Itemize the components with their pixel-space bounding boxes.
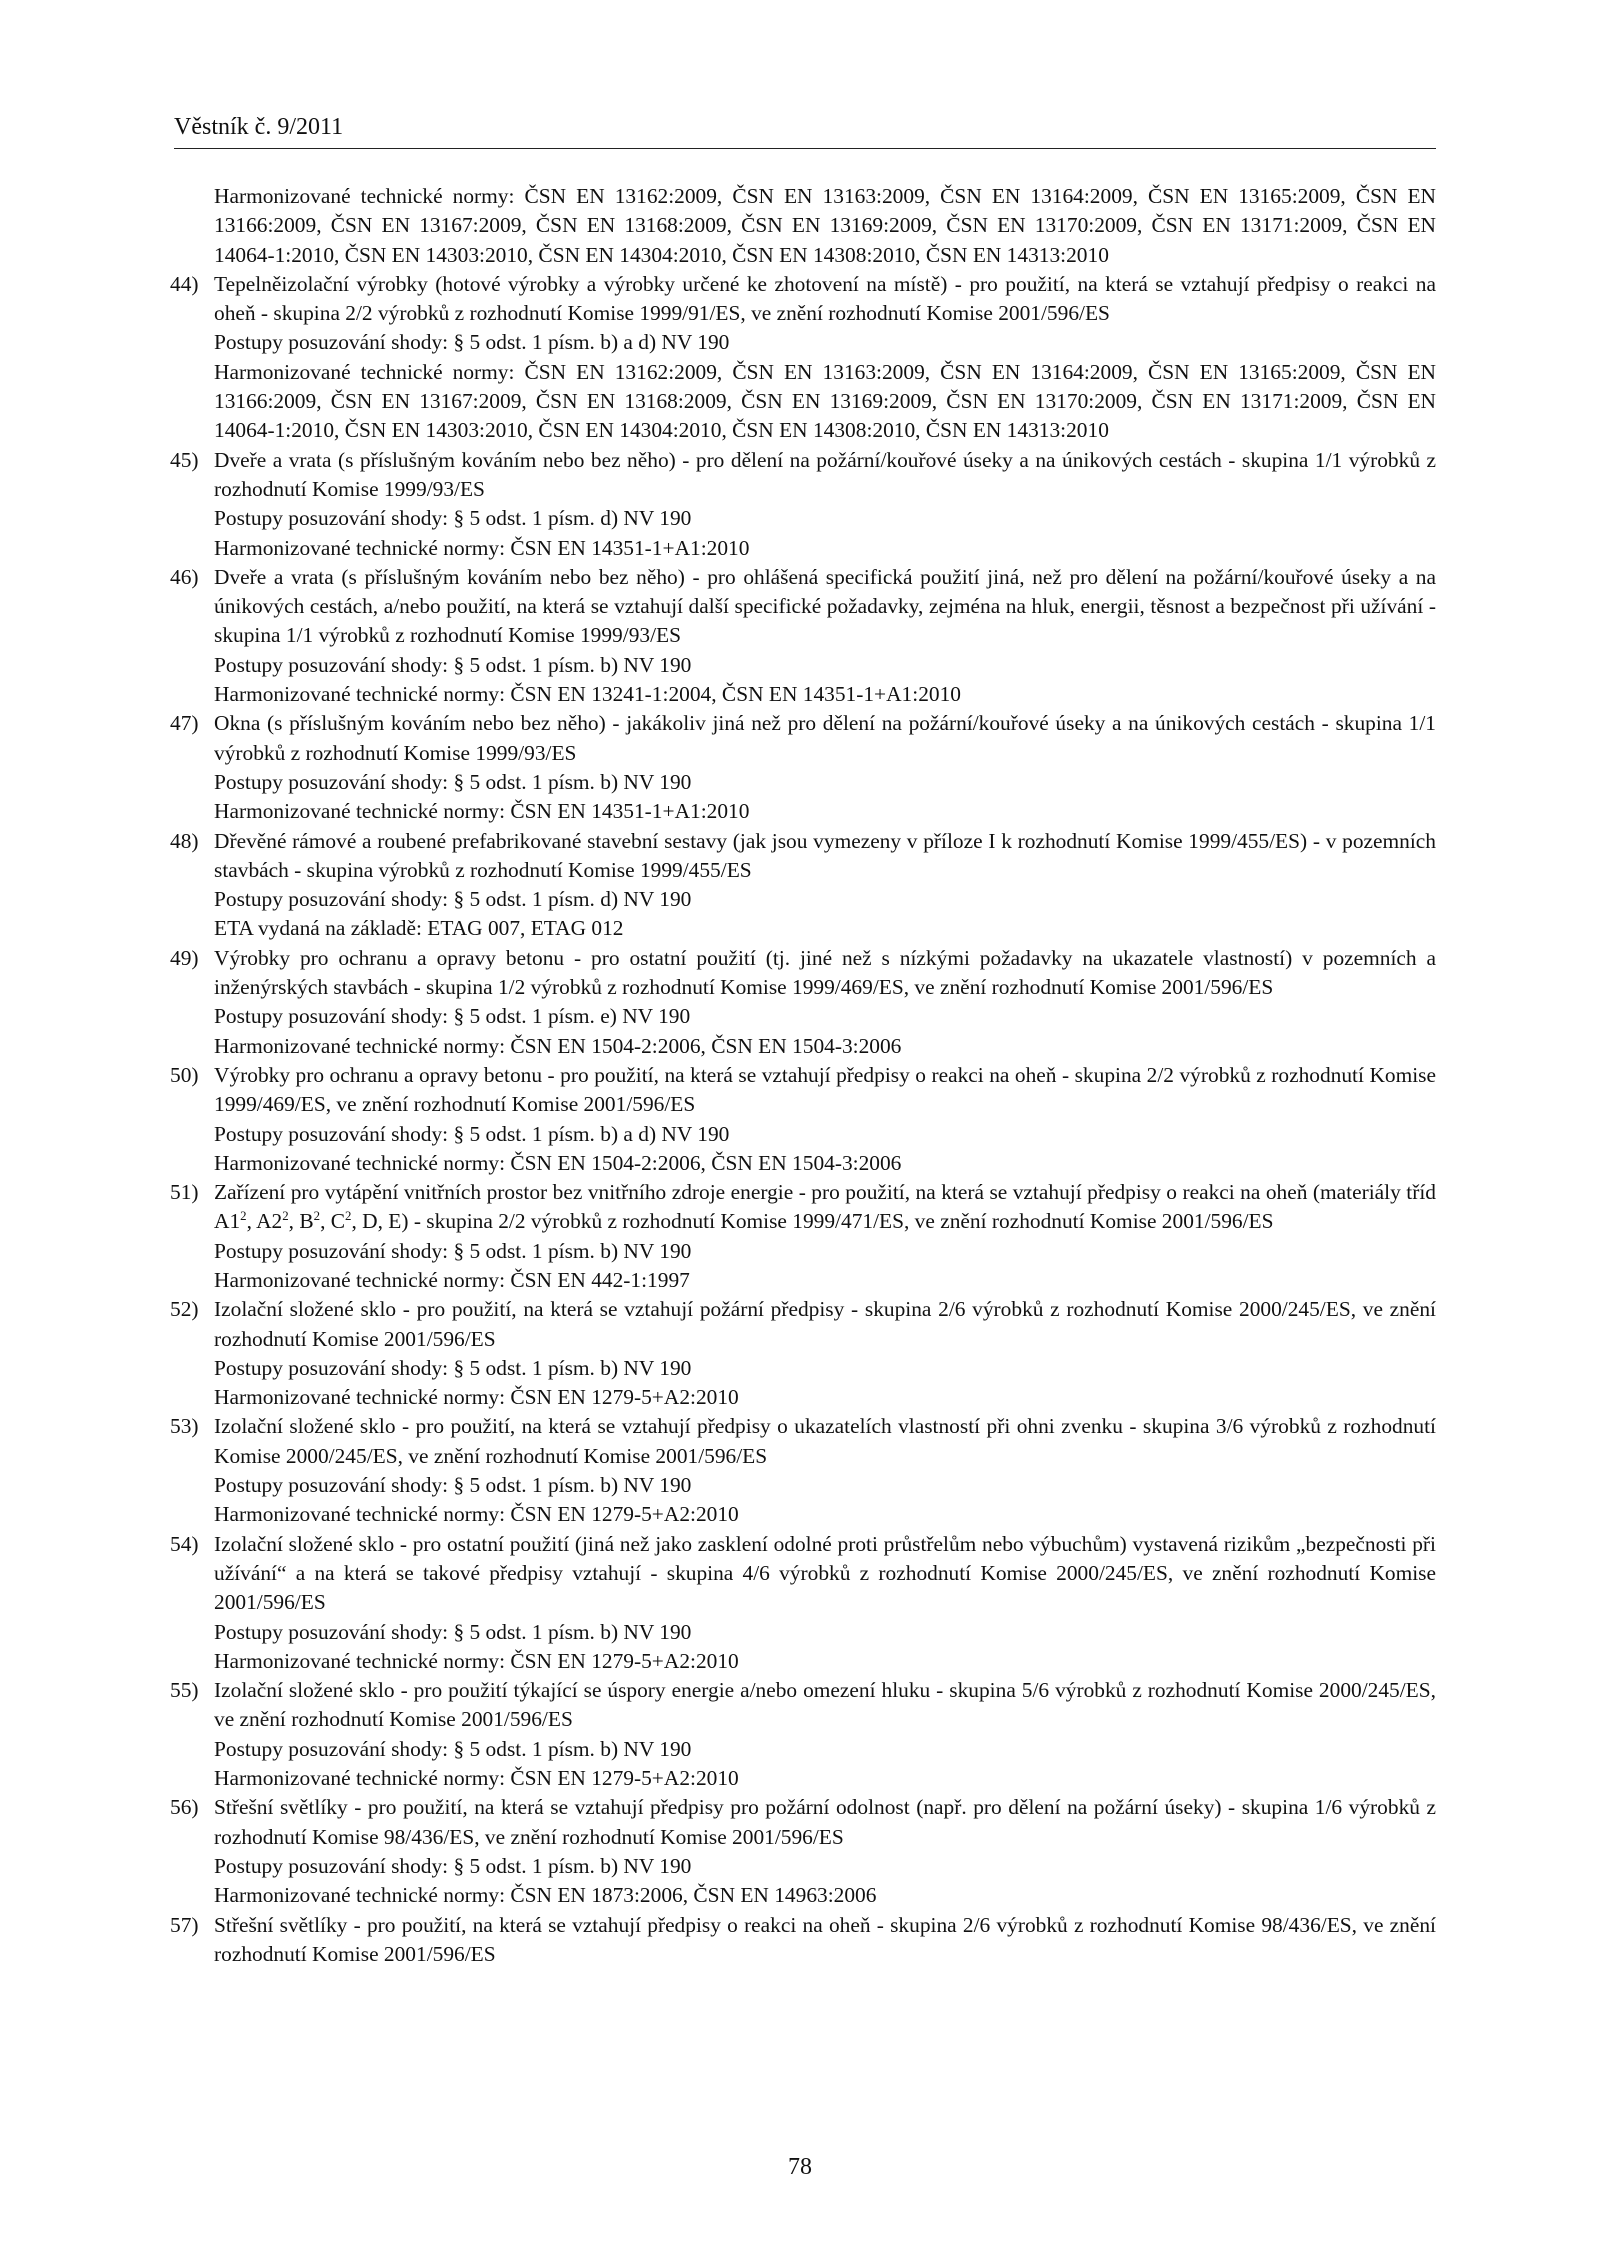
item-text: Dřevěné rámové a roubené prefabrikované stavební sestavy (jak jsou vymezeny v příloze I k rozhodnutí Komise 1999/455/ES) - v pozemních stavbách - skupina výrobků z rozhodnutí Komise 1999/455/ES — [214, 828, 1436, 882]
document-body — [170, 182, 1436, 1969]
intro-norms: Harmonizované technické normy: ČSN EN 13162:2009, ČSN EN 13163:2009, ČSN EN 13164:2009, ČSN EN 13165:2009, ČSN EN 13166:2009, ČSN EN 13167:2009, ČSN EN 13168:2009, ČSN EN 13169:2009, ČSN EN 13170:2009, ČSN EN 13171:2009, ČSN EN 14064-1:2010, ČSN EN 14303:2010, ČSN EN 14304:2010, ČSN EN 14308:2010, ČSN EN 14313:2010 — [214, 184, 1436, 267]
item-procedure: Postupy posuzování shody: § 5 odst. 1 písm. d) NV 190 — [214, 887, 692, 912]
item-number: 45) — [170, 447, 199, 472]
item-text-part: Zařízení pro vytápění vnitřních prostor bez vnitřního zdroje energie - pro použití, na která se vztahují předpisy o reakci na oheň (materiály tříd A1 — [214, 1180, 1436, 1234]
item-text-part: , C — [320, 1209, 346, 1234]
item-norms: Harmonizované technické normy: ČSN EN 1873:2006, ČSN EN 14963:2006 — [214, 1883, 877, 1908]
item-number: 54) — [170, 1531, 199, 1556]
list-item-53 — [170, 1412, 1436, 1529]
item-norms: Harmonizované technické normy: ČSN EN 14351-1+A1:2010 — [214, 799, 750, 824]
item-text: Střešní světlíky - pro použití, na která se vztahují předpisy pro požární odolnost (např. pro dělení na požární úseky) - skupina 1/6 výrobků z rozhodnutí Komise 98/436/ES, ve znění rozhodnutí Komise 2001/596/ES — [214, 1795, 1436, 1849]
item-norms: Harmonizované technické normy: ČSN EN 1504-2:2006, ČSN EN 1504-3:2006 — [214, 1150, 902, 1175]
journal-header: Věstník č. 9/2011 — [174, 114, 344, 140]
item-norms: Harmonizované technické normy: ČSN EN 13162:2009, ČSN EN 13163:2009, ČSN EN 13164:2009, ČSN EN 13165:2009, ČSN EN 13166:2009, ČSN EN 13167:2009, ČSN EN 13168:2009, ČSN EN 13169:2009, ČSN EN 13170:2009, ČSN EN 13171:2009, ČSN EN 14064-1:2010, ČSN EN 14303:2010, ČSN EN 14304:2010, ČSN EN 14308:2010, ČSN EN 14313:2010 — [214, 359, 1436, 443]
item-number: 50) — [170, 1062, 199, 1087]
list-item-52 — [170, 1295, 1436, 1412]
item-procedure: Postupy posuzování shody: § 5 odst. 1 písm. b) a d) NV 190 — [214, 1121, 730, 1146]
item-text: Izolační složené sklo - pro ostatní použití (jiná než jako zasklení odolné proti průstřelům nebo výbuchům) vystavená rizikům „bezpečnosti při užívání“ a na která se takové předpisy vztahují - skupina 4/6 výrobků z rozhodnutí Komise 2000/245/ES, ve znění rozhodnutí Komise 2001/596/ES — [214, 1531, 1436, 1615]
item-text: Výrobky pro ochranu a opravy betonu - pro ostatní použití (tj. jiné než s nízkými požadavky na ukazatele vlastností) v pozemních a inženýrských stavbách - skupina 1/2 výrobků z rozhodnutí Komise 1999/469/ES, ve znění rozhodnutí Komise 2001/596/ES — [214, 945, 1436, 1000]
item-number: 48) — [170, 828, 199, 853]
item-number: 44) — [170, 271, 199, 296]
item-norms: Harmonizované technické normy: ČSN EN 1279-5+A2:2010 — [214, 1648, 739, 1673]
item-number: 57) — [170, 1912, 199, 1937]
item-text: Izolační složené sklo - pro použití týkající se úspory energie a/nebo omezení hluku - skupina 5/6 výrobků z rozhodnutí Komise 2000/245/ES, ve znění rozhodnutí Komise 2001/596/ES — [214, 1678, 1436, 1732]
item-procedure: Postupy posuzování shody: § 5 odst. 1 písm. b) a d) NV 190 — [214, 330, 730, 355]
item-number: 56) — [170, 1795, 199, 1820]
list-item-47 — [170, 709, 1436, 826]
list-item-44 — [170, 270, 1436, 446]
list-item-57 — [170, 1911, 1436, 1970]
superscript: 2 — [345, 1209, 352, 1224]
item-number: 55) — [170, 1678, 199, 1703]
item-procedure: Postupy posuzování shody: § 5 odst. 1 písm. b) NV 190 — [214, 1853, 692, 1878]
item-procedure: Postupy posuzování shody: § 5 odst. 1 písm. d) NV 190 — [214, 506, 692, 531]
superscript: 2 — [313, 1209, 321, 1224]
item-text: Dveře a vrata (s příslušným kováním nebo bez něho) - pro ohlášená specifická použití jiná, než pro dělení na požární/kouřové úseky a na únikových cestách, a/nebo použití, na která se vztahují další specifické požadavky, zejména na hluk, energii, těsnost a bezpečnost při užívání - skupina 1/1 výrobků z rozhodnutí Komise 1999/93/ES — [214, 564, 1436, 648]
item-procedure: Postupy posuzování shody: § 5 odst. 1 písm. e) NV 190 — [214, 1004, 691, 1029]
item-norms: Harmonizované technické normy: ČSN EN 14351-1+A1:2010 — [214, 535, 750, 560]
item-number: 51) — [170, 1180, 199, 1205]
item-norms: Harmonizované technické normy: ČSN EN 1504-2:2006, ČSN EN 1504-3:2006 — [214, 1033, 902, 1058]
item-norms: Harmonizované technické normy: ČSN EN 442-1:1997 — [214, 1267, 690, 1292]
list-item-51 — [170, 1178, 1436, 1295]
list-item-55 — [170, 1676, 1436, 1793]
superscript: 2 — [240, 1209, 247, 1224]
list-item-45 — [170, 446, 1436, 563]
item-number: 53) — [170, 1414, 199, 1439]
item-procedure: Postupy posuzování shody: § 5 odst. 1 písm. b) NV 190 — [214, 1619, 692, 1644]
item-procedure: Postupy posuzování shody: § 5 odst. 1 písm. b) NV 190 — [214, 1736, 692, 1761]
item-number: 47) — [170, 711, 199, 736]
item-norms: Harmonizované technické normy: ČSN EN 1279-5+A2:2010 — [214, 1766, 739, 1791]
item-procedure: Postupy posuzování shody: § 5 odst. 1 písm. b) NV 190 — [214, 769, 692, 794]
item-norms: Harmonizované technické normy: ČSN EN 1279-5+A2:2010 — [214, 1502, 739, 1527]
header-rule — [174, 148, 1436, 149]
item-procedure: Postupy posuzování shody: § 5 odst. 1 písm. b) NV 190 — [214, 652, 692, 677]
item-norms: Harmonizované technické normy: ČSN EN 13241-1:2004, ČSN EN 14351-1+A1:2010 — [214, 682, 961, 707]
item-number: 52) — [170, 1297, 199, 1322]
item-text: Výrobky pro ochranu a opravy betonu - pro použití, na která se vztahují předpisy o reakci na oheň - skupina 2/2 výrobků z rozhodnutí Komise 1999/469/ES, ve znění rozhodnutí Komise 2001/596/ES — [214, 1062, 1436, 1117]
list-item-50 — [170, 1061, 1436, 1178]
page-number: 78 — [788, 2154, 812, 2180]
item-text: Izolační složené sklo - pro použití, na která se vztahují požární předpisy - skupina 2/6 výrobků z rozhodnutí Komise 2000/245/ES, ve znění rozhodnutí Komise 2001/596/ES — [214, 1297, 1436, 1351]
item-text-part: , B — [288, 1209, 314, 1234]
item-text: Tepelněizolační výrobky (hotové výrobky a výrobky určené ke zhotovení na místě) - pro použití, na která se vztahují předpisy o reakci na oheň - skupina 2/2 výrobků z rozhodnutí Komise 1999/91/ES, ve znění rozhodnutí Komise 2001/596/ES — [214, 271, 1436, 326]
item-text-part: , A2 — [246, 1209, 283, 1234]
item-text: Okna (s příslušným kováním nebo bez něho) - jakákoliv jiná než pro dělení na požární/kouřové úseky a na únikových cestách - skupina 1/1 výrobků z rozhodnutí Komise 1999/93/ES — [214, 711, 1436, 765]
item-procedure: Postupy posuzování shody: § 5 odst. 1 písm. b) NV 190 — [214, 1238, 692, 1263]
item-number: 46) — [170, 564, 199, 589]
list-item-54 — [170, 1530, 1436, 1676]
list-item-56 — [170, 1793, 1436, 1910]
item-text: Dveře a vrata (s příslušným kováním nebo bez něho) - pro dělení na požární/kouřové úseky a na únikových cestách - skupina 1/1 výrobků z rozhodnutí Komise 1999/93/ES — [214, 447, 1436, 501]
item-text: Střešní světlíky - pro použití, na která se vztahují předpisy o reakci na oheň - skupina 2/6 výrobků z rozhodnutí Komise 98/436/ES, ve znění rozhodnutí Komise 2001/596/ES — [214, 1912, 1436, 1966]
item-procedure: Postupy posuzování shody: § 5 odst. 1 písm. b) NV 190 — [214, 1355, 692, 1380]
item-norms: ETA vydaná na základě: ETAG 007, ETAG 012 — [214, 916, 624, 941]
item-norms: Harmonizované technické normy: ČSN EN 1279-5+A2:2010 — [214, 1385, 739, 1410]
item-text: Izolační složené sklo - pro použití, na která se vztahují předpisy o ukazatelích vlastností při ohni zvenku - skupina 3/6 výrobků z rozhodnutí Komise 2000/245/ES, ve znění rozhodnutí Komise 2001/596/ES — [214, 1414, 1436, 1468]
item-number: 49) — [170, 945, 199, 970]
item-text-part: , D, E) - skupina 2/2 výrobků z rozhodnutí Komise 1999/471/ES, ve znění rozhodnutí Komise 2001/596/ES — [351, 1209, 1274, 1234]
list-item-48 — [170, 827, 1436, 944]
item-procedure: Postupy posuzování shody: § 5 odst. 1 písm. b) NV 190 — [214, 1473, 692, 1498]
superscript: 2 — [282, 1209, 289, 1224]
item-text — [214, 1178, 1436, 1237]
list-item-49 — [170, 944, 1436, 1061]
list-item-46 — [170, 563, 1436, 709]
